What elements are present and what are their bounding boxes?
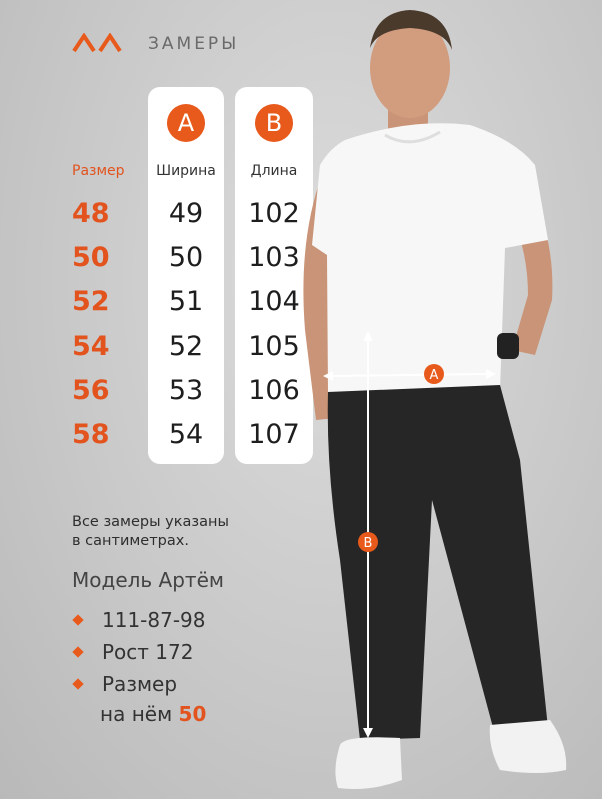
length-value: 103 xyxy=(248,242,300,274)
model-size-value: 50 xyxy=(178,702,207,726)
width-header: Ширина xyxy=(156,163,216,179)
size-value: 54 xyxy=(72,330,110,362)
size-column-header: Размер xyxy=(72,163,125,179)
diamond-bullet-icon xyxy=(72,614,83,625)
measurement-note xyxy=(72,513,229,551)
badge-b: B xyxy=(255,104,293,142)
length-value: 107 xyxy=(248,418,300,450)
model-param-text: Рост 172 xyxy=(102,640,194,664)
page-title: ЗАМЕРЫ xyxy=(148,34,240,54)
model-params-list xyxy=(72,605,206,701)
width-value: 53 xyxy=(168,374,204,406)
width-value: 54 xyxy=(168,418,204,450)
brand-logo-icon xyxy=(72,33,126,53)
model-photo-illustration xyxy=(300,0,602,799)
model-size-prefix: на нём xyxy=(100,702,173,726)
diamond-bullet-icon xyxy=(72,646,83,657)
size-value: 52 xyxy=(72,286,110,318)
length-header: Длина xyxy=(250,163,298,179)
width-value: 52 xyxy=(168,330,204,362)
width-value: 51 xyxy=(168,286,204,318)
badge-a: A xyxy=(167,104,205,142)
watch-shape xyxy=(497,333,519,359)
diamond-bullet-icon xyxy=(72,678,83,689)
marker-b-label: B xyxy=(363,536,373,551)
size-value: 48 xyxy=(72,198,110,229)
model-param-item xyxy=(72,637,206,669)
size-value: 50 xyxy=(72,242,110,274)
width-value: 50 xyxy=(168,242,204,274)
width-value: 49 xyxy=(168,198,204,229)
model-name: Модель Артём xyxy=(72,568,224,592)
model-param-text: Размер xyxy=(102,672,178,696)
width-card xyxy=(148,87,224,464)
note-line-1: Все замеры указаны xyxy=(72,514,229,530)
length-value: 102 xyxy=(248,198,300,229)
left-shoe-shape xyxy=(335,737,402,789)
length-value: 105 xyxy=(248,330,300,362)
size-list xyxy=(72,192,110,457)
width-list xyxy=(148,192,224,457)
right-shoe-shape xyxy=(490,720,566,773)
size-value: 58 xyxy=(72,418,110,450)
model-param-item xyxy=(72,605,206,637)
marker-a-label: A xyxy=(429,368,439,383)
model-size-line xyxy=(100,702,206,726)
model-param-text: 111-87-98 xyxy=(102,608,206,632)
length-value: 106 xyxy=(248,374,300,406)
model-param-item xyxy=(72,669,206,701)
note-line-2: в сантиметрах. xyxy=(72,533,189,549)
length-value: 104 xyxy=(248,286,300,318)
pants-shape xyxy=(328,385,548,740)
size-value: 56 xyxy=(72,374,110,406)
